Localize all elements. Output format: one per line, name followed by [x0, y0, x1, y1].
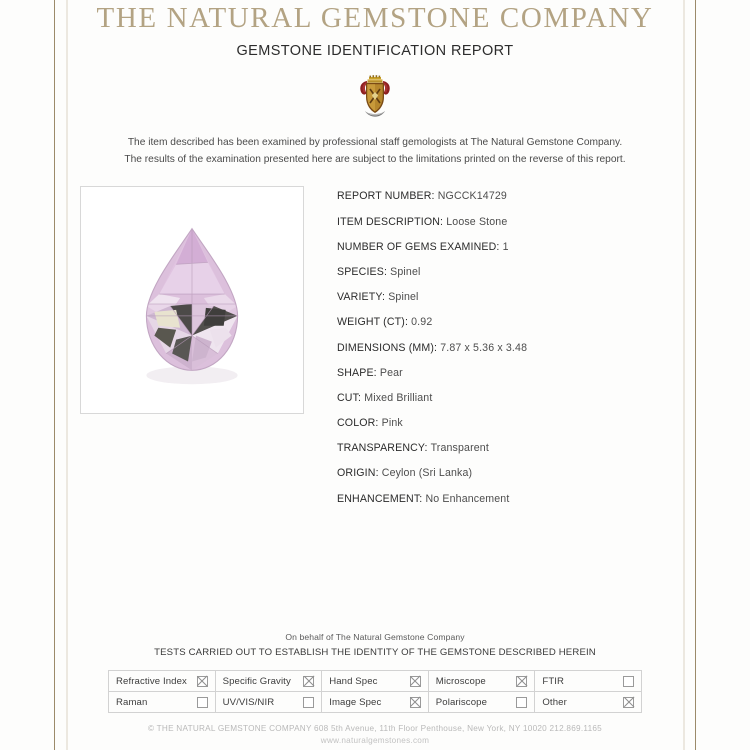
test-cell-image-spec[interactable] — [322, 692, 429, 713]
spec-value: Pink — [381, 417, 403, 430]
table-row — [109, 692, 642, 713]
spec-label: SHAPE: — [337, 366, 377, 379]
spec-label: REPORT NUMBER: — [337, 190, 435, 203]
spec-row — [337, 190, 670, 202]
spec-value: Mixed Brilliant — [364, 391, 433, 404]
test-cell-microscope[interactable] — [428, 671, 535, 692]
disclaimer-line-2: The results of the examination presented here are subject to the limitations printed on the reverse of this report. — [124, 153, 626, 165]
checkbox-icon[interactable] — [303, 697, 314, 708]
spec-label: COLOR: — [337, 417, 379, 430]
footer-website[interactable]: www.naturalgemstones.com — [320, 736, 430, 745]
spec-row — [337, 241, 670, 253]
left-border-rule-outer — [54, 0, 55, 750]
spec-row — [337, 417, 670, 429]
signature-block — [80, 632, 670, 658]
spec-label: DIMENSIONS (MM): — [337, 341, 438, 354]
spec-value: NGCCK14729 — [437, 190, 507, 203]
pear-cut-pink-spinel-photo — [81, 187, 303, 413]
spec-row — [337, 367, 670, 379]
test-cell-raman[interactable] — [109, 692, 216, 713]
checkbox-icon[interactable] — [410, 697, 421, 708]
spec-row — [337, 442, 670, 454]
spec-value: Loose Stone — [446, 215, 508, 228]
right-border-rule-inner — [683, 0, 685, 750]
test-label: Polariscope — [435, 696, 488, 708]
left-border-rule-inner — [66, 0, 68, 750]
checkbox-icon[interactable] — [516, 697, 527, 708]
report-content — [80, 0, 670, 750]
checkbox-icon[interactable] — [623, 676, 634, 687]
spec-label: NUMBER OF GEMS EXAMINED: — [337, 240, 500, 253]
checkbox-icon[interactable] — [516, 676, 527, 687]
spec-row — [337, 316, 670, 328]
checkbox-icon[interactable] — [303, 676, 314, 687]
on-behalf-text: On behalf of The Natural Gemstone Company — [285, 632, 465, 642]
spec-value: 7.87 x 5.36 x 3.48 — [440, 341, 528, 354]
spec-label: ORIGIN: — [337, 467, 379, 480]
test-label: Specific Gravity — [222, 675, 291, 687]
test-label: Image Spec — [329, 696, 382, 708]
spec-row — [337, 291, 670, 303]
spec-label: WEIGHT (CT): — [337, 316, 409, 329]
spec-value: 1 — [502, 240, 509, 253]
page-footer — [80, 724, 670, 745]
test-label: UV/VIS/NIR — [222, 696, 275, 708]
spec-value: Ceylon (Sri Lanka) — [381, 467, 473, 480]
spec-row — [337, 266, 670, 278]
test-cell-polariscope[interactable] — [428, 692, 535, 713]
spec-row — [337, 493, 670, 505]
checkbox-icon[interactable] — [197, 676, 208, 687]
test-cell-specific-gravity[interactable] — [215, 671, 322, 692]
spec-label: ENHANCEMENT: — [337, 492, 423, 505]
test-cell-hand-spec[interactable] — [322, 671, 429, 692]
spec-list — [337, 186, 670, 517]
page-title: GEMSTONE IDENTIFICATION REPORT — [236, 43, 514, 60]
spec-label: VARIETY: — [337, 291, 386, 304]
disclaimer-text — [80, 135, 670, 168]
test-label: Refractive Index — [116, 675, 187, 687]
spec-row — [337, 216, 670, 228]
spec-row — [337, 467, 670, 479]
spec-label: TRANSPARENCY: — [337, 442, 428, 455]
spec-value: 0.92 — [411, 316, 433, 329]
disclaimer-line-1: The item described has been examined by professional staff gemologists at The Natural Gemstone Company. — [127, 137, 623, 149]
company-brand-title: THE NATURAL GEMSTONE COMPANY — [96, 2, 654, 34]
spec-label: CUT: — [337, 391, 362, 404]
test-cell-ftir[interactable] — [535, 671, 642, 692]
gem-photo-frame — [80, 186, 304, 414]
checkbox-icon[interactable] — [623, 697, 634, 708]
test-cell-uv-vis-nir[interactable] — [215, 692, 322, 713]
test-cell-other[interactable] — [535, 692, 642, 713]
tests-heading: TESTS CARRIED OUT TO ESTABLISH THE IDENTITY OF THE GEMSTONE DESCRIBED HEREIN — [154, 647, 596, 658]
heraldic-crest-icon — [358, 75, 392, 119]
test-label: Raman — [116, 696, 148, 708]
test-label: Hand Spec — [329, 675, 378, 687]
footer-address: © THE NATURAL GEMSTONE COMPANY 608 5th Avenue, 11th Floor Penthouse, New York, NY 10020 212.869.1165 — [148, 724, 602, 733]
spec-value: Spinel — [390, 265, 421, 278]
test-cell-refractive-index[interactable] — [109, 671, 216, 692]
spec-row — [337, 342, 670, 354]
test-label: Other — [542, 696, 567, 708]
spec-value: No Enhancement — [425, 492, 510, 505]
checkbox-icon[interactable] — [410, 676, 421, 687]
report-body — [80, 186, 670, 517]
tests-carried-out-table — [108, 670, 642, 713]
test-label: Microscope — [435, 675, 486, 687]
checkbox-icon[interactable] — [197, 697, 208, 708]
right-border-rule-outer — [695, 0, 696, 750]
spec-row — [337, 392, 670, 404]
spec-label: SPECIES: — [337, 265, 388, 278]
table-row — [109, 671, 642, 692]
spec-value: Spinel — [388, 291, 419, 304]
spec-label: ITEM DESCRIPTION: — [337, 215, 444, 228]
crest-container — [80, 75, 670, 119]
test-label: FTIR — [542, 675, 565, 687]
spec-value: Pear — [379, 366, 403, 379]
spec-value: Transparent — [430, 442, 489, 455]
